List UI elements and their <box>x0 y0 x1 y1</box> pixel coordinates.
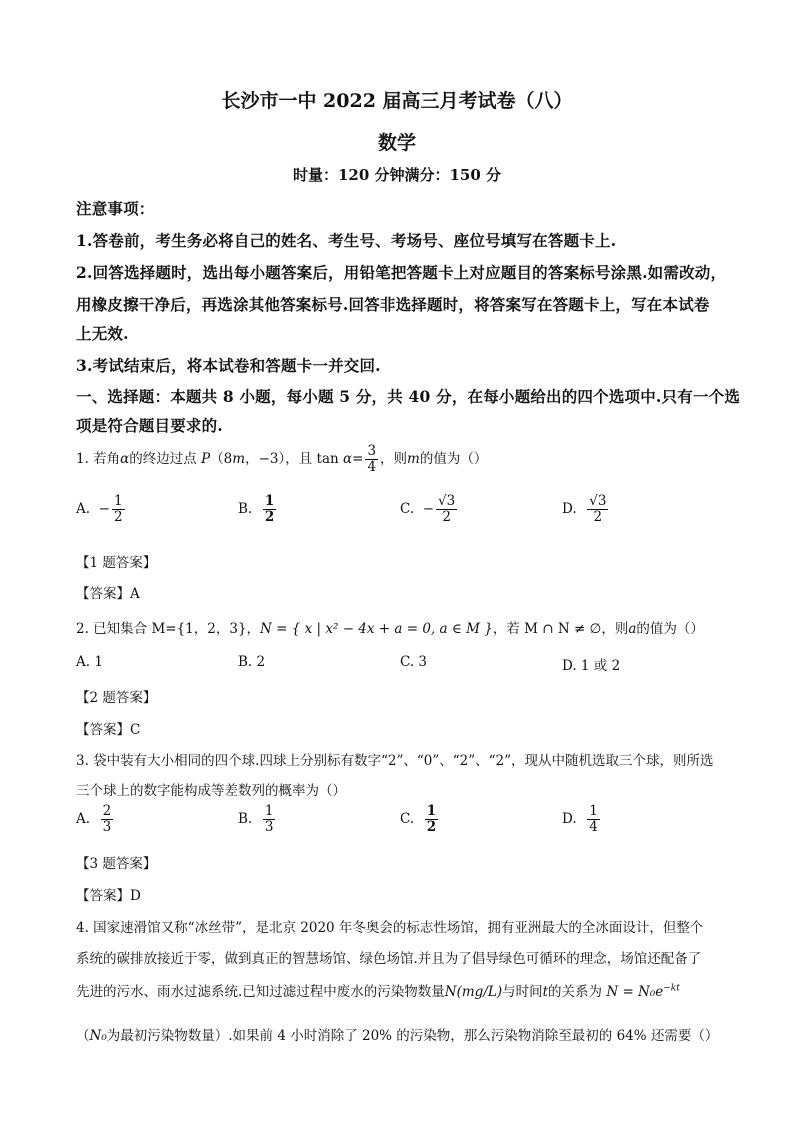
fraction: $\frac{3}{4}$ <box>367 443 377 475</box>
question-3-option-b: B. $\frac{1}{3}$ <box>238 803 274 835</box>
exam-title: 长沙市一中 2022 届高三月考试卷（八） <box>221 90 573 112</box>
question-1-option-d: D. $\frac{√3}{2}$ <box>562 493 607 525</box>
question-4-stem-line-4: （N₀为最初污染物数量）.如果前 4 小时消除了 20% 的污染物，那么污染物消除至最初的 64% 还需要（） <box>76 1028 719 1044</box>
notice-item-3: 3.考试结束后，将本试卷和答题卡一并交回. <box>76 356 381 375</box>
question-2-answer: 【答案】C <box>76 722 141 738</box>
question-4-stem-line-2: 系统的碳排放接近于零，做到真正的智慧场馆、绿色场馆.并且为了倡导绿色可循环的理念，场馆还配备了 <box>76 951 702 967</box>
exam-time-score: 时量：120 分钟满分：150 分 <box>292 166 502 184</box>
question-3-option-a: A. $\frac{2}{3}$ <box>76 803 112 835</box>
notice-item-2-line-3: 上无效. <box>76 324 129 343</box>
question-2-option-c: C. 3 <box>400 654 428 670</box>
section-heading-line-2: 项是符合题目要求的. <box>76 416 223 435</box>
question-3-option-c: C. $\frac{1}{2}$ <box>400 803 437 835</box>
question-3-option-d: D. $\frac{1}{4}$ <box>562 803 598 835</box>
question-3-stem-line-1: 3. 袋中装有大小相同的四个球.四球上分别标有数字“2”、“0”、“2”、“2”，现从中随机选取三个球，则所选 <box>76 753 714 769</box>
question-4-stem-line-1: 4. 国家速滑馆又称“冰丝带”，是北京 2020 年冬奥会的标志性场馆，拥有亚洲最大的全冰面设计，但整个 <box>76 920 704 936</box>
notice-item-2-line-1: 2.回答选择题时，选出每小题答案后，用铅笔把答题卡上对应题目的答案标号涂黑.如需改动， <box>76 263 727 282</box>
question-1-answer: 【答案】A <box>76 586 140 602</box>
notice-heading: 注意事项： <box>76 199 155 218</box>
question-1-answer-heading: 【1 题答案】 <box>76 555 157 571</box>
question-1-option-a: A. − $\frac{1}{2}$ <box>76 493 123 525</box>
question-3-answer: 【答案】D <box>76 888 141 904</box>
section-heading-line-1: 一、选择题：本题共 8 小题，每小题 5 分，共 40 分，在每小题给出的四个选项中.只有一个选 <box>76 387 741 406</box>
question-1-option-c: C. − $\frac{√3}{2}$ <box>400 493 456 525</box>
question-2-option-d: D. 1 或 2 <box>562 658 621 674</box>
question-2-stem: 2. 已知集合 M={1，2，3}，N = { x | x² − 4x + a = 0, a ∈ M }，若 M ∩ N ≠ ∅，则a的值为（） <box>76 621 704 637</box>
question-1-option-b: B. $\frac{1}{2}$ <box>238 493 275 525</box>
question-4-stem-line-3: 先进的污水、雨水过滤系统.已知过滤过程中废水的污染物数量N(mg/L)与时间t的关系为 $N = N_0e^{-kt}$ <box>76 983 680 1000</box>
question-1-stem: 1. 若角α的终边过点 P（8m，−3），且 tan α= $\frac{3}{4}$ ，则m的值为（） <box>76 443 488 475</box>
question-3-answer-heading: 【3 题答案】 <box>76 856 157 872</box>
notice-item-1: 1.答卷前，考生务必将自己的姓名、考生号、考场号、座位号填写在答题卡上. <box>76 231 617 250</box>
question-2-option-a: A. 1 <box>76 654 103 670</box>
exam-subject: 数学 <box>377 132 416 154</box>
question-2-option-b: B. 2 <box>238 654 266 670</box>
question-3-stem-line-2: 三个球上的数字能构成等差数列的概率为（） <box>76 783 346 799</box>
question-2-answer-heading: 【2 题答案】 <box>76 690 157 706</box>
notice-item-2-line-2: 用橡皮擦干净后，再选涂其他答案标号.回答非选择题时，将答案写在答题卡上，写在本试卷 <box>76 295 710 314</box>
